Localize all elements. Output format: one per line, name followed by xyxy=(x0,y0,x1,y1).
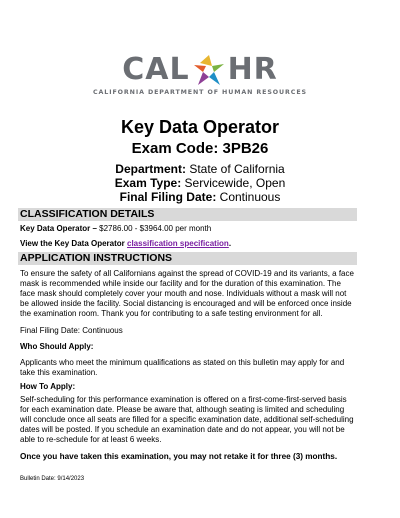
final-filing-date-text: Final Filing Date: Continuous xyxy=(20,326,123,335)
how-to-apply-text: Self-scheduling for this performance examination is offered on a first-come-first-served basis for each examination date. Please be aware that, although seating is limited and scheduling will conclude once all seats are filled for a specific examination date, additional self-scheduling dates will be posted. If you schedule an examination date and do not appear, you will not be able to re-schedule for at least 6 weeks. xyxy=(20,395,354,444)
retake-notice: Once you have taken this examination, you may not retake it for three (3) months. xyxy=(20,452,338,461)
who-should-apply-heading: Who Should Apply: xyxy=(20,342,94,351)
how-to-apply-heading: How To Apply: xyxy=(20,382,76,391)
view-suffix: . xyxy=(228,239,232,248)
calhr-logo xyxy=(0,52,400,96)
classification-spec-link[interactable]: classification specification xyxy=(127,239,229,248)
pay-value: $2786.00 - $3964.00 per month xyxy=(96,224,212,233)
final-filing-line xyxy=(0,190,400,204)
who-should-apply-text: Applicants who meet the minimum qualifications as stated on this bulletin may apply for and take this examination. xyxy=(20,358,345,377)
final-filing-label: Final Filing Date: xyxy=(119,190,217,204)
logo-right-text: HR xyxy=(227,52,278,87)
covid-notice: To ensure the safety of all Californians against the spread of COVID-19 and its variants, a face mask is recommended while inside our facility and for the duration of this examination. The face mask should completely cover your mouth and nose. Individuals without a mask will not be allowed inside the facility. Social distancing is encouraged and will be enforced once inside the examination room. Thank you for contributing to a safe testing environment for all. xyxy=(20,269,354,318)
star-icon xyxy=(192,53,226,87)
exam-type-value: Servicewide, Open xyxy=(181,176,286,190)
department-label: Department: xyxy=(115,162,186,176)
logo-subtitle: CALIFORNIA DEPARTMENT OF HUMAN RESOURCES xyxy=(93,89,307,96)
exam-type-label: Exam Type: xyxy=(114,176,182,190)
job-title: Key Data Operator xyxy=(120,117,280,137)
department-value: State of California xyxy=(185,162,285,176)
final-filing-value: Continuous xyxy=(216,190,281,204)
classification-details-heading: CLASSIFICATION DETAILS xyxy=(18,208,357,221)
logo-wordmark xyxy=(122,52,278,88)
exam-type-line xyxy=(0,176,400,190)
bulletin-date: Bulletin Date: 9/14/2023 xyxy=(20,476,85,482)
view-prefix: View the Key Data Operator xyxy=(20,239,127,248)
logo-left-text: CAL xyxy=(122,52,190,87)
pay-range-line xyxy=(20,224,360,234)
application-instructions-heading: APPLICATION INSTRUCTIONS xyxy=(18,252,357,265)
pay-label: Key Data Operator – xyxy=(20,224,97,233)
department-line xyxy=(0,162,400,176)
classification-spec-line xyxy=(20,239,360,249)
exam-code: Exam Code: 3PB26 xyxy=(131,140,269,157)
